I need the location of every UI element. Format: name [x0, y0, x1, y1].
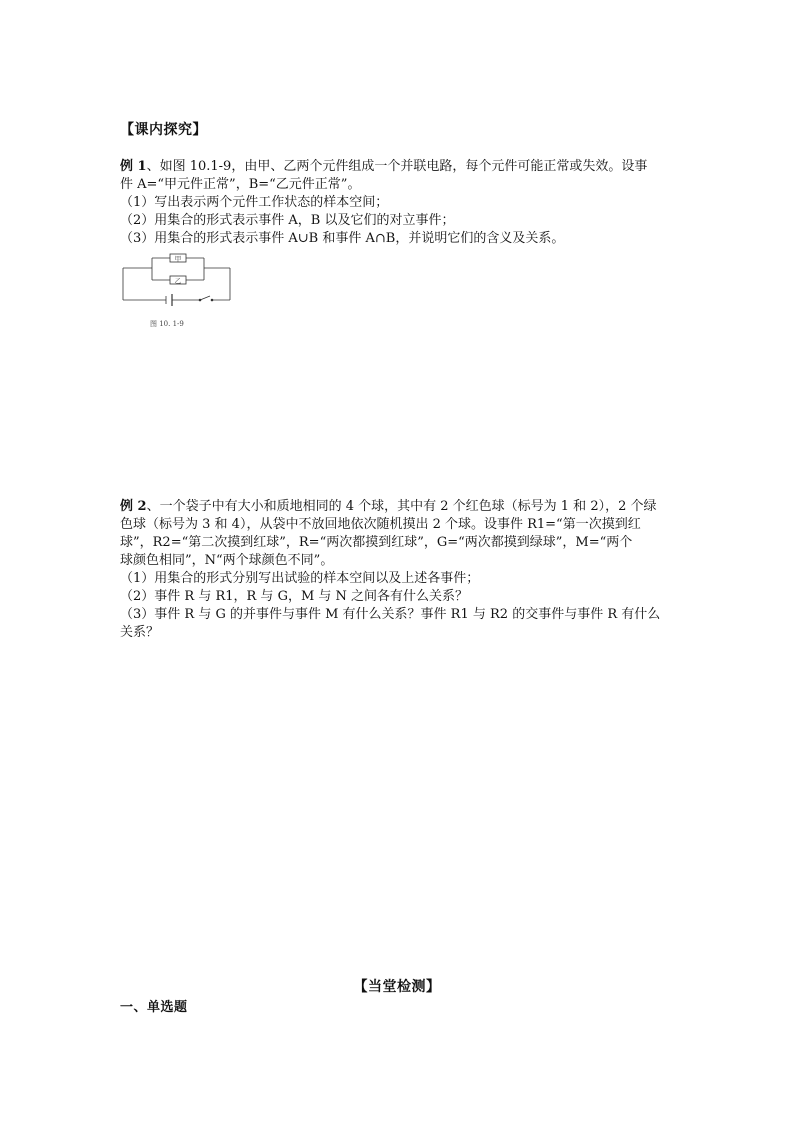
section-subtitle-single-choice: 一、单选题	[120, 1000, 188, 1015]
example-2-line-1: 例 2、一个袋子中有大小和质地相同的 4 个球，其中有 2 个红色球（标号为 1 和 2），2 个绿	[120, 499, 657, 514]
example-2-line-2: 色球（标号为 3 和 4），从袋中不放回地依次随机摸出 2 个球。设事件 R1=“第一次摸到红	[120, 517, 641, 532]
element-yi-label: 乙	[174, 276, 182, 285]
example-1-question-1: （1）写出表示两个元件工作状态的样本空间；	[120, 195, 389, 210]
section-title-classroom-exploration: 【课内探究】	[120, 122, 207, 138]
example-2-label: 例 2	[120, 499, 147, 514]
example-1-line-2: 件 A=“甲元件正常”，B=“乙元件正常”。	[120, 177, 361, 192]
parallel-circuit-diagram	[120, 252, 235, 332]
example-2-question-3-line-1: （3）事件 R 与 G 的并事件与事件 M 有什么关系？事件 R1 与 R2 的交事件与事件 R 有什么	[120, 607, 661, 622]
section-title-in-class-test: 【当堂检测】	[353, 979, 441, 995]
parallel-circuit-figure	[120, 252, 235, 332]
example-2-line-4: 球颜色相同”，N“两个球颜色不同”。	[120, 553, 334, 568]
example-1-label: 例 1	[120, 159, 147, 174]
example-2-line-3: 球”，R2=“第二次摸到红球”，R=“两次都摸到红球”，G=“两次都摸到绿球”，M=“两个	[120, 535, 633, 550]
example-2-question-3-line-2: 关系？	[120, 625, 160, 640]
figure-caption: 图 10. 1-9	[150, 320, 184, 328]
example-1-line-1: 例 1、如图 10.1-9，由甲、乙两个元件组成一个并联电路，每个元件可能正常或失效。设事	[120, 159, 648, 174]
example-2-question-2: （2）事件 R 与 R1，R 与 G，M 与 N 之间各有什么关系？	[120, 589, 469, 604]
example-1	[120, 158, 680, 248]
example-2-question-1: （1）用集合的形式分别写出试验的样本空间以及上述各事件；	[120, 571, 480, 586]
example-1-question-2: （2）用集合的形式表示事件 A，B 以及它们的对立事件；	[120, 213, 455, 228]
element-jia-label: 甲	[174, 254, 182, 263]
example-1-question-3: （3）用集合的形式表示事件 A∪B 和事件 A∩B，并说明它们的含义及关系。	[120, 231, 565, 246]
example-2	[120, 498, 680, 642]
